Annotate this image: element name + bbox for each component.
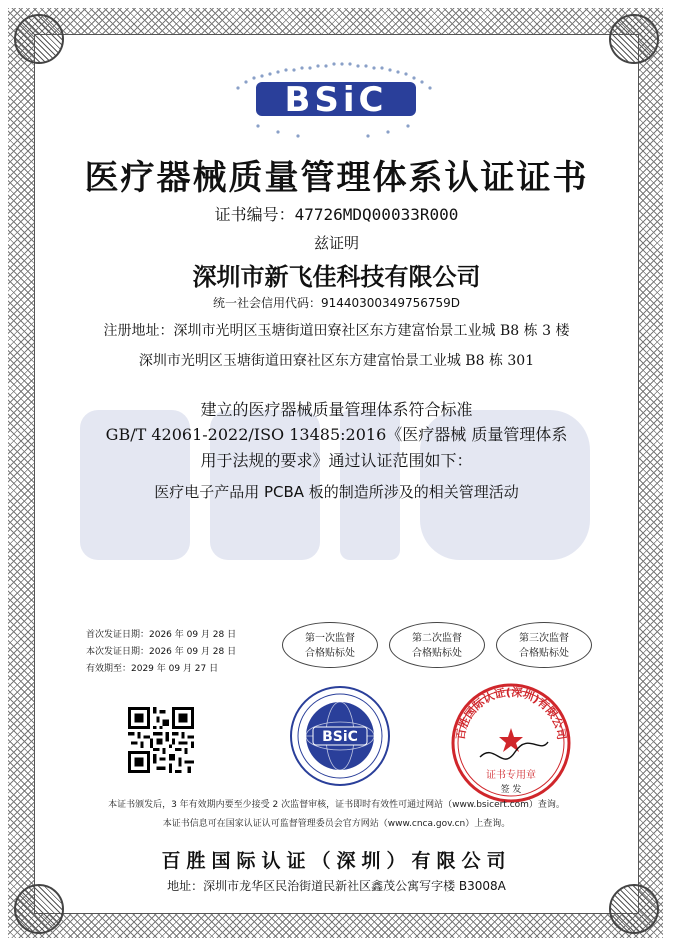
statement-line: 用于法规的要求》通过认证范围如下： xyxy=(200,451,473,470)
svg-text:证书专用章: 证书专用章 xyxy=(486,770,536,781)
corner-ornament xyxy=(609,14,659,64)
certify-label: 兹证明 xyxy=(313,234,359,252)
statement-line: GB/T 42061-2022/ISO 13485:2016《医疗器械 质量管理体系 xyxy=(105,425,568,444)
bsic-accreditation-seal xyxy=(289,685,391,787)
validity-note: 本证书颁发后，3 年有效期内要至少接受 2 次监督审核，证书即时有效性可通过网站（www.bsicert.com）查询。 xyxy=(108,800,565,810)
svg-text:签 发: 签 发 xyxy=(500,785,522,795)
certification-scope: 医疗电子产品用 PCBA 板的制造所涉及的相关管理活动 xyxy=(154,483,519,501)
current-issue-date: 本次发证日期：2026 年 09 月 28 日 xyxy=(86,647,237,657)
surveillance-sticker-1: 第一次监督 合格贴标处 xyxy=(282,622,378,668)
svg-text:BSiC: BSiC xyxy=(284,80,388,120)
certificate-dates xyxy=(86,627,236,678)
surveillance-sticker-3: 第三次监督 合格贴标处 xyxy=(496,622,592,668)
company-name: 深圳市新飞佳科技有限公司 xyxy=(192,262,481,291)
operating-address: 深圳市光明区玉塘街道田寮社区东方建富怡景工业城 B8 栋 301 xyxy=(138,353,535,369)
cnca-note: 本证书信息可在国家认证认可监督管理委员会官方网站（www.cnca.gov.cn）上查询。 xyxy=(162,819,511,829)
registered-address: 注册地址：深圳市光明区玉塘街道田寮社区东方建富怡景工业城 B8 栋 3 楼 xyxy=(103,323,570,339)
qr-code xyxy=(128,707,194,773)
certificate-number: 证书编号：47726MDQ00033R000 xyxy=(214,205,459,224)
svg-text:BSiC: BSiC xyxy=(322,729,358,745)
corner-ornament xyxy=(14,14,64,64)
surveillance-sticker-2: 第二次监督 合格贴标处 xyxy=(389,622,485,668)
unified-credit-code: 统一社会信用代码：91440300349756759D xyxy=(212,296,461,310)
statement-line: 建立的医疗器械质量管理体系符合标准 xyxy=(200,400,473,419)
valid-until-date: 有效期至：2029 年 09 月 27 日 xyxy=(86,664,219,674)
svg-text:百胜国际认证(深圳)有限公司: 百胜国际认证(深圳)有限公司 xyxy=(453,685,569,741)
issuer-name: 百胜国际认证（深圳）有限公司 xyxy=(161,850,512,872)
bsic-logo xyxy=(218,48,454,154)
first-issue-date: 首次发证日期：2026 年 09 月 28 日 xyxy=(86,630,237,640)
certificate-title: 医疗器械质量管理体系认证证书 xyxy=(84,158,589,198)
issuer-address: 地址：深圳市龙华区民治街道民新社区鑫茂公寓写字楼 B3008A xyxy=(167,879,506,893)
company-red-stamp xyxy=(450,682,572,804)
